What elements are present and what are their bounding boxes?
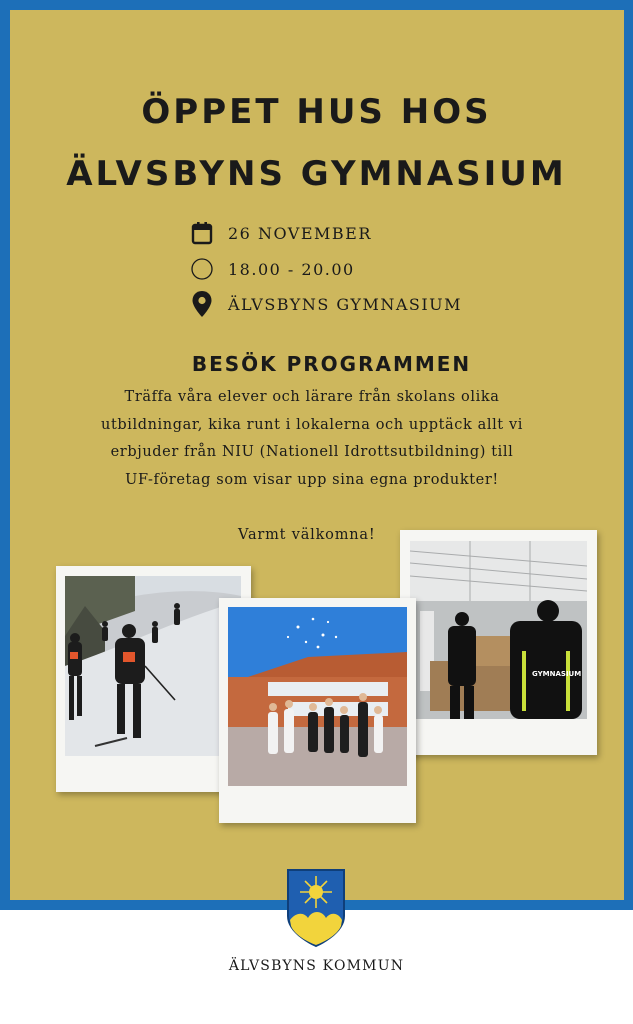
description-line: UF-företag som visar upp sina egna produkter!: [125, 471, 499, 488]
photo-celebration: [219, 598, 416, 823]
celebration-image: [228, 607, 407, 786]
workshop-image: [410, 541, 587, 719]
date-row: [190, 220, 372, 246]
location-row: [190, 291, 462, 317]
description-line: utbildningar, kika runt i lokalerna och upptäck allt vi: [101, 416, 523, 433]
photo-workshop: [400, 530, 597, 755]
section-title: BESÖK PROGRAMMEN: [191, 352, 472, 376]
welcome-text: Varmt välkomna!: [238, 527, 376, 543]
event-time: 18.00 - 20.00: [228, 259, 355, 279]
title-line-1: ÖPPET HUS HOS: [141, 92, 492, 132]
clock-icon: [190, 256, 214, 282]
description-line: Träffa våra elever och lärare från skolans olika: [124, 389, 500, 405]
location-pin-icon: [190, 291, 214, 317]
time-row: [190, 256, 355, 282]
description-line: erbjuder från NIU (Nationell Idrottsutbildning) till: [110, 444, 514, 460]
skiing-image: [65, 576, 241, 756]
gymnasium-jacket-label: GYMNASIUM: [532, 670, 582, 678]
kommun-crest-logo: [286, 868, 346, 948]
calendar-icon: [190, 220, 214, 246]
footer-kommun: ÄLVSBYNS KOMMUN: [228, 958, 405, 974]
title-line-2: ÄLVSBYNS GYMNASIUM: [66, 154, 567, 194]
event-date: 26 NOVEMBER: [228, 223, 372, 243]
description: [62, 384, 562, 494]
event-location: ÄLVSBYNS GYMNASIUM: [228, 294, 463, 314]
